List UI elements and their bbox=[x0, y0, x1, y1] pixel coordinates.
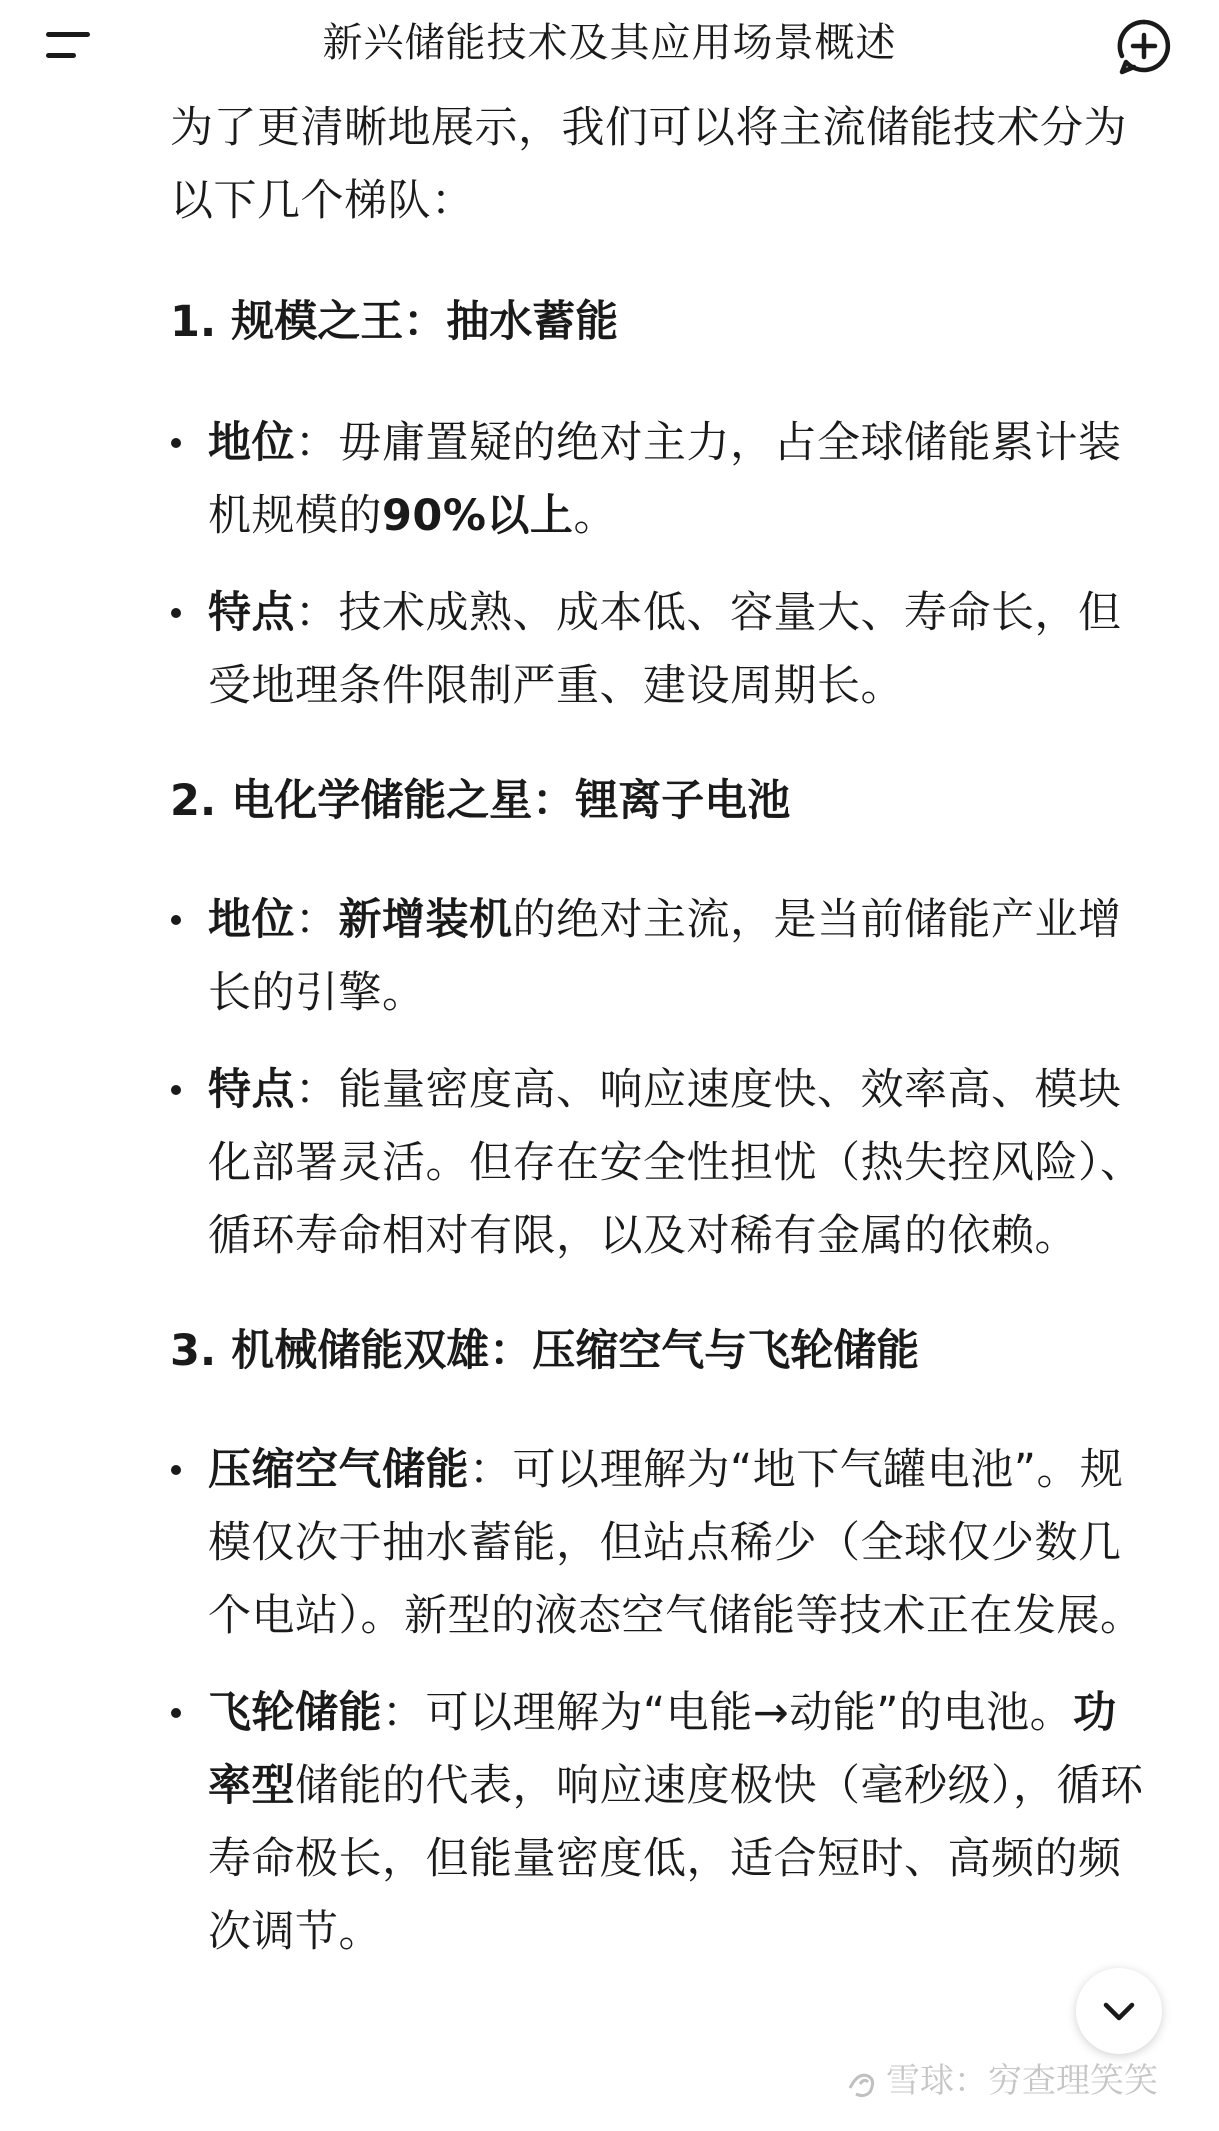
section-heading-3: 3. 机械储能双雄：压缩空气与飞轮储能 bbox=[170, 1326, 920, 1376]
item-label: 压缩空气储能 bbox=[208, 1445, 469, 1495]
item-text-end: 的绝对主流，是当前储能产业增长的引擎。 bbox=[208, 895, 1122, 1018]
section-heading-1: 1. 规模之王：抽水蓄能 bbox=[170, 297, 619, 347]
watermark-text: 雪球：穷查理笑笑 bbox=[886, 2061, 1158, 2101]
menu-icon bbox=[46, 32, 90, 37]
item-text: 毋庸置疑的绝对主力，占全球储能累计装机规模的 bbox=[208, 418, 1122, 541]
item-text-end: 。 bbox=[573, 491, 617, 541]
list-item bbox=[170, 1054, 1155, 1273]
top-bar bbox=[0, 0, 1219, 92]
conversation-title[interactable]: 新兴储能技术及其应用场景概述 bbox=[322, 20, 897, 66]
list-item bbox=[170, 407, 1155, 553]
section-3-list bbox=[170, 1434, 1155, 1969]
item-highlight: 新增装机 bbox=[338, 895, 513, 945]
menu-icon-bar bbox=[46, 53, 76, 58]
item-separator: ： bbox=[295, 588, 339, 638]
message-content bbox=[170, 92, 1155, 1969]
section-2-list bbox=[170, 884, 1155, 1273]
item-text-end: 储能的代表，响应速度极快（毫秒级），循环寿命极长，但能量密度低，适合短时、高频的频次调节。 bbox=[208, 1761, 1144, 1957]
list-item bbox=[170, 884, 1155, 1030]
section-1-list bbox=[170, 407, 1155, 723]
snowball-logo-icon bbox=[846, 2066, 880, 2100]
new-chat-button[interactable] bbox=[1112, 14, 1176, 78]
menu-button[interactable] bbox=[40, 22, 104, 70]
item-label: 特点 bbox=[208, 1065, 295, 1115]
item-highlight: 90%以上 bbox=[382, 491, 574, 541]
intro-paragraph: 为了更清晰地展示，我们可以将主流储能技术分为以下几个梯队： bbox=[170, 103, 1127, 226]
item-separator: ： bbox=[295, 418, 339, 468]
item-label: 地位 bbox=[208, 895, 295, 945]
item-text: 可以理解为“地下气罐电池”。规模仅次于抽水蓄能，但站点稀少（全球仅少数几个电站）。新型的液态空气储能等技术正在发展。 bbox=[208, 1445, 1144, 1641]
list-item bbox=[170, 1677, 1155, 1969]
item-label: 特点 bbox=[208, 588, 295, 638]
item-separator: ： bbox=[382, 1688, 426, 1738]
list-item bbox=[170, 1434, 1155, 1653]
item-text: 技术成熟、成本低、容量大、寿命长，但受地理条件限制严重、建设周期长。 bbox=[208, 588, 1122, 711]
item-text: 可以理解为“电能→动能”的电池。 bbox=[425, 1688, 1074, 1738]
item-label: 飞轮储能 bbox=[208, 1688, 382, 1738]
item-separator: ： bbox=[295, 895, 339, 945]
item-text: 能量密度高、响应速度快、效率高、模块化部署灵活。但存在安全性担忧（热失控风险）、循环寿命相对有限，以及对稀有金属的依赖。 bbox=[208, 1065, 1144, 1261]
new-chat-icon bbox=[1112, 14, 1176, 78]
item-highlight: 功率型 bbox=[208, 1688, 1117, 1811]
list-item bbox=[170, 577, 1155, 723]
item-label: 地位 bbox=[208, 418, 295, 468]
section-heading-2: 2. 电化学储能之星：锂离子电池 bbox=[170, 776, 791, 826]
item-separator: ： bbox=[295, 1065, 339, 1115]
watermark bbox=[846, 2058, 1158, 2104]
item-separator: ： bbox=[469, 1445, 513, 1495]
scroll-to-bottom-button[interactable] bbox=[1076, 1968, 1162, 2054]
chevron-down-icon bbox=[1076, 1968, 1162, 2054]
